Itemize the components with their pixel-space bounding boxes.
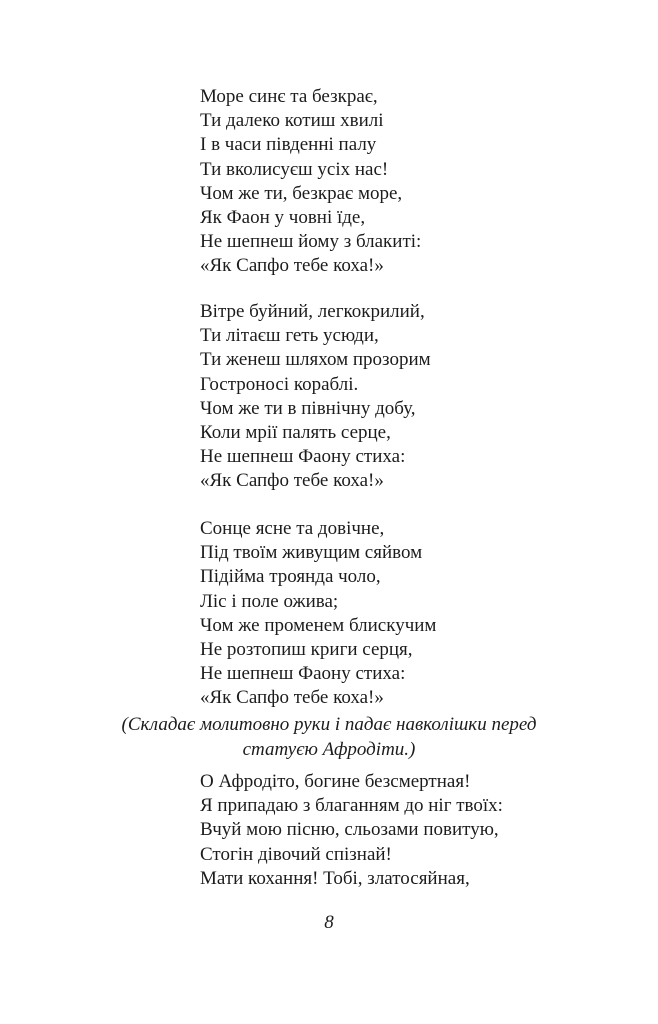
poem-line: Ти далеко котиш хвилі [200, 110, 384, 132]
poem-line: Чом же променем блискучим [200, 614, 437, 636]
page-number: 8 [324, 912, 334, 933]
poem-line: Стогін дівочий спізнай! [200, 843, 392, 865]
poem-line: Вчуй мою пісню, сльозами повитую, [200, 819, 499, 841]
poem-line: «Як Сапфо тебе коха!» [200, 470, 384, 492]
poem-line: Не шепнеш йому з блакиті: [200, 231, 422, 253]
poem-line: О Афродіто, богине безсмертная! [200, 771, 471, 792]
poem-line: Не шепнеш Фаону стиха: [200, 446, 406, 468]
poem-line: Море синє та безкрає, [200, 86, 378, 107]
poem-line: «Як Сапфо тебе коха!» [200, 687, 384, 709]
stage-direction [100, 713, 558, 762]
poem-line: Ти вколисуєш усіх нас! [200, 158, 389, 180]
poem-line: Підійма троянда чоло, [200, 566, 381, 588]
poem-line: Вітре буйний, легкокрилий, [200, 301, 425, 322]
poem-line: Чом же ти в північну добу, [200, 397, 416, 419]
poem-line: Гостроносі кораблі. [200, 373, 359, 395]
stage-direction-line: статуєю Афродіти.) [242, 738, 416, 760]
poem-line: «Як Сапфо тебе коха!» [200, 255, 384, 277]
poem-line: Я припадаю з благанням до ніг твоїх: [200, 795, 503, 817]
poem-line: Ти женеш шляхом прозорим [200, 349, 431, 371]
poem-line: Під твоїм живущим сяйвом [200, 542, 423, 564]
poem-stanza-2 [200, 300, 620, 494]
poem-stanza-3 [200, 517, 620, 711]
poem-line: Не шепнеш Фаону стиха: [200, 663, 406, 685]
poem-line: Ліс і поле ожива; [200, 590, 339, 612]
poem-line: Сонце ясне та довічне, [200, 518, 385, 539]
poem-line: Мати кохання! Тобі, златосяйная, [200, 867, 470, 889]
poem-line: І в часи південні палу [200, 134, 377, 156]
poem-line: Ти літаєш геть усюди, [200, 325, 379, 347]
stage-direction-line: (Складає молитовно руки і падає навколішки перед [121, 714, 537, 735]
poem-stanza-4 [200, 770, 620, 891]
poem-line: Як Фаон у човні їде, [200, 207, 366, 229]
poem-stanza-1 [200, 85, 620, 279]
poem-line: Не розтопиш криги серця, [200, 639, 413, 661]
poem-line: Коли мрії палять серце, [200, 422, 391, 444]
poem-line: Чом же ти, безкрає море, [200, 182, 403, 204]
